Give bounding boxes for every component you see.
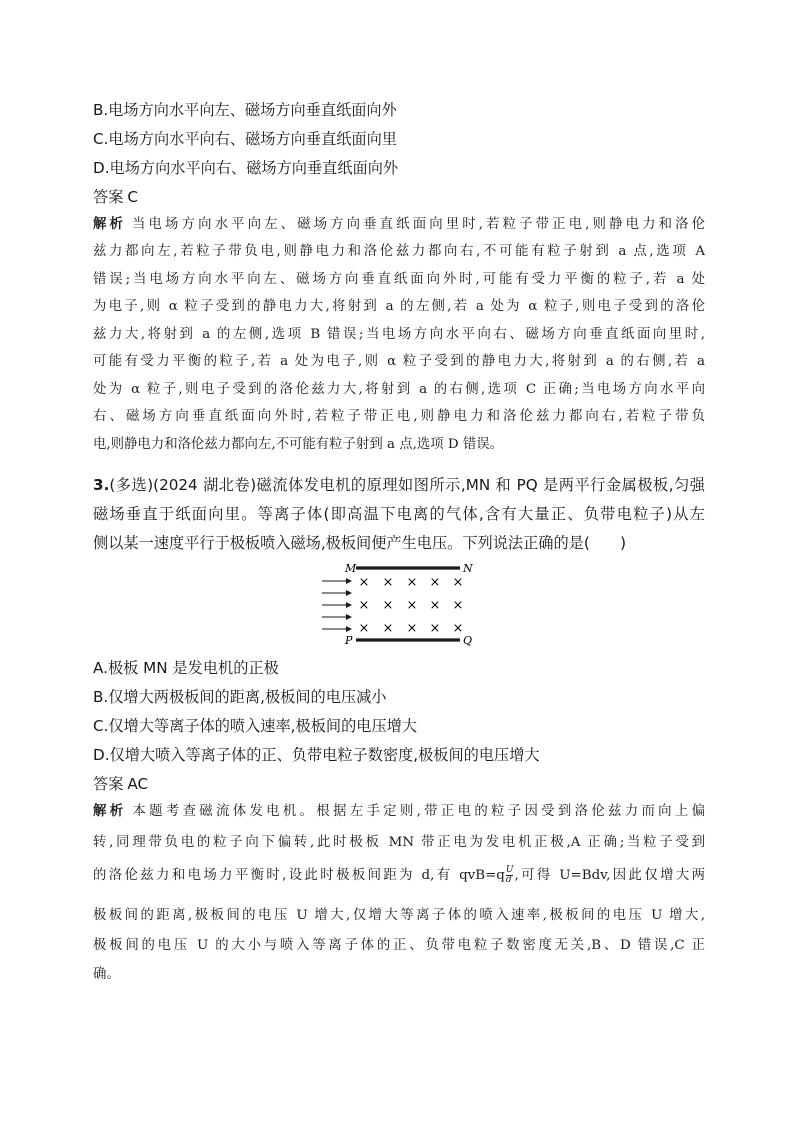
field-cross: × [406, 621, 418, 636]
field-cross: × [452, 621, 464, 636]
q3-explanation-line: 极板间的电压 U 的大小与喷入等离子体的正、负带电粒子数密度无关,B、D 错误,C 正 [93, 938, 705, 953]
field-cross: × [382, 598, 394, 613]
q2-answer-label: 答案 [93, 188, 124, 206]
q3-explanation-text: 本题考查磁流体发电机。根据左手定则,带正电的粒子因受到洛伦兹力而向上偏 [132, 804, 705, 819]
field-cross: × [382, 575, 394, 590]
fraction-denominator: d [505, 875, 512, 885]
label-p: P [345, 634, 353, 646]
q3-explanation-line: 转,同理带负电的粒子向下偏转,此时极板 MN 带正电为发电机正极,A 正确;当粒子受到 [93, 835, 705, 850]
q2-explanation-line [93, 216, 705, 234]
q3-stem-line: 侧以某一速度平行于极板喷入磁场,极板间便产生电压。下列说法正确的是( ) [93, 534, 627, 552]
q3-answer-label: 答案 [93, 775, 124, 793]
field-cross: × [452, 575, 464, 590]
q2-explanation-text: 当电场方向水平向左、磁场方向垂直纸面向里时,若粒子带正电,则静电力和洛伦 [132, 217, 706, 232]
label-n: N [463, 562, 473, 575]
q2-option-b: B.电场方向水平向左、磁场方向垂直纸面向外 [93, 101, 397, 119]
q3-explanation-formula-post: ,可得 U=Bdv,因此仅增大两 [514, 868, 705, 883]
q2-option-d: D.电场方向水平向右、磁场方向垂直纸面向外 [93, 159, 399, 177]
q3-option-c: C.仅增大等离子体的喷入速率,极板间的电压增大 [93, 717, 418, 735]
q3-explanation-line [93, 866, 705, 885]
q2-explanation-line: 可能有受力平衡的粒子,若 a 处为电子,则 α 粒子受到的静电力大,将射到 a 的右侧,若 a [93, 354, 705, 369]
q3-stem-line [93, 475, 705, 495]
q3-option-a: A.极板 MN 是发电机的正极 [93, 659, 279, 677]
q3-stem-line: 磁场垂直于纸面向里。等离子体(即高温下电离的气体,含有大量正、负带电粒子)从左 [93, 505, 705, 523]
q2-explanation-line: 兹力都向左,若粒子带负电,则静电力和洛伦兹力都向右,不可能有粒子射到 a 点,选项 A [93, 244, 705, 259]
field-cross: × [382, 621, 394, 636]
field-cross: × [406, 598, 418, 613]
field-cross: × [406, 575, 418, 590]
q2-explanation-label: 解析 [93, 217, 127, 232]
q2-option-c: C.电场方向水平向右、磁场方向垂直纸面向里 [93, 130, 397, 148]
q2-explanation-line: 错误;当电场方向水平向左、磁场方向垂直纸面向外时,可能有受力平衡的粒子,若 a 处 [93, 272, 705, 287]
field-cross: × [358, 621, 370, 636]
field-cross: × [358, 598, 370, 613]
field-cross: × [429, 598, 441, 613]
q2-explanation-line: 右、磁场方向垂直纸面向外时,若粒子带正电,则静电力和洛伦兹力都向右,若粒子带负 [93, 409, 705, 424]
q3-option-d: D.仅增大喷入等离子体的正、负带电粒子数密度,极板间的电压增大 [93, 746, 540, 764]
label-m: M [345, 562, 357, 575]
fraction-u-over-d [506, 866, 514, 885]
field-cross: × [429, 621, 441, 636]
q3-explanation-line [93, 803, 705, 821]
q3-explanation-line: 极板间的距离,极板间的电压 U 增大,仅增大等离子体的喷入速率,极板间的电压 U 增大, [93, 908, 705, 923]
fraction-numerator: U [505, 865, 514, 875]
label-q: Q [463, 634, 473, 646]
q3-answer-value: AC [127, 775, 149, 793]
q2-explanation-line: 兹力大,将射到 a 的左侧,选项 B 错误;当电场方向水平向右、磁场方向垂直纸面向里时, [93, 327, 705, 342]
q2-explanation-line: 为电子,则 α 粒子受到的静电力大,将射到 a 的左侧,若 a 处为 α 粒子,则电子受到的洛伦 [93, 299, 705, 314]
field-cross: × [452, 598, 464, 613]
q2-explanation-line: 处为 α 粒子,则电子受到的洛伦兹力大,将射到 a 的右侧,选项 C 正确;当电场方向水平向 [93, 382, 705, 397]
q3-number: 3. [93, 476, 110, 494]
field-cross: × [358, 575, 370, 590]
q3-explanation-label: 解析 [93, 804, 127, 819]
q3-option-b: B.仅增大两极板间的距离,极板间的电压减小 [93, 688, 387, 706]
q2-explanation-line: 电,则静电力和洛伦兹力都向左,不可能有粒子射到 a 点,选项 D 错误。 [93, 437, 504, 452]
mhd-generator-figure [318, 560, 478, 646]
q3-explanation-formula-pre: 的洛伦兹力和电场力平衡时,设此时极板间距为 d,有 qvB=q [93, 868, 505, 883]
field-cross: × [429, 575, 441, 590]
q3-stem-text: (多选)(2024 湖北卷)磁流体发电机的原理如图所示,MN 和 PQ 是两平行金属极板,匀强 [109, 476, 705, 494]
q3-answer [93, 774, 705, 794]
q2-answer [93, 187, 705, 207]
q3-explanation-line: 确。 [93, 967, 120, 982]
q2-answer-value: C [127, 188, 138, 206]
